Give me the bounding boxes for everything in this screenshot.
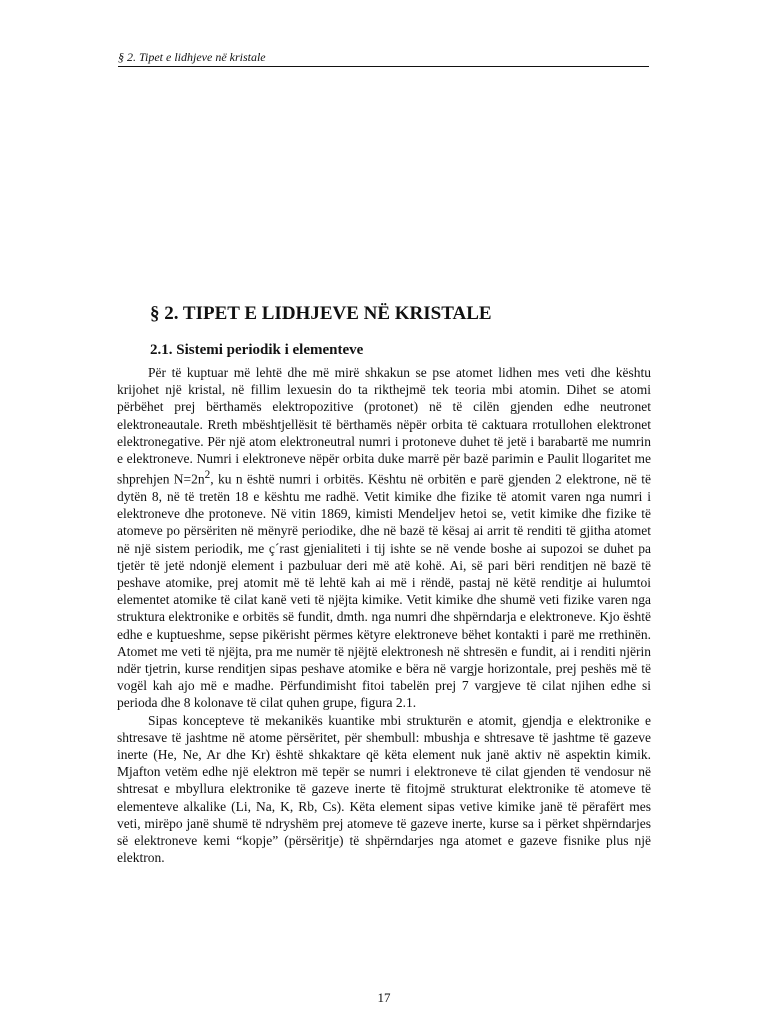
paragraph-1 <box>117 364 651 712</box>
page-number: 17 <box>377 990 391 1005</box>
running-header-title: § 2. Tipet e lidhjeve në kristale <box>118 50 266 64</box>
subsection-title: 2.1. Sistemi periodik i elementeve <box>150 342 364 358</box>
body-text <box>117 364 651 866</box>
section-title: § 2. TIPET E LIDHJEVE NË KRISTALE <box>150 303 492 324</box>
running-header <box>118 50 649 67</box>
paragraph-2: Sipas koncepteve të mekanikës kuantike mbi strukturën e atomit, gjendja e elektronike e shtresave të jashtme në atome përsëritet, për shembull: mbushja e shtresave të jashtme të gazeve inerte (He, Ne, Ar dhe Kr) është shkaktare që këta element nuk janë aktiv në aspektin kimik. Mjafton vetëm edhe një elektron më tepër se numri i elektroneve të cilat gjenden të vendosur në shtresat e mbyllura elektronike të gazeve inerte të fitojmë strukturat elektronike të atomeve të elementeve alkalike (Li, Na, K, Rb, Cs). Këta element sipas vetive kimike janë të përafërt mes veti, mirëpo janë shumë të ndryshëm prej atomeve të gazeve inerte, kurse sa i përket shpërndarjes së elektroneve kemi “kopje” (përsëritje) të shpërndarjes nga atomet e gazeve fisnike plus një elektron. <box>117 712 651 866</box>
paragraph-1-part-1: Për të kuptuar më lehtë dhe më mirë shkakun se pse atomet lidhen mes veti dhe kështu krijohet një kristal, në fillim lexuesin do ta rikthejmë tek teoria mbi atomin. Dihet se atomi përbëhet prej bërthamës elektropozitive (protonet) në të cilën gjenden edhe neutronet elektroneautale. Rreth mbështjellësit të bërthamës nëpër orbita të caktuara rrotullohen elektronet elektronegative. Për një atom elektroneutral numri i protoneve duhet të jetë i barabartë me numrin e elektroneve. Numri i elektroneve nëpër orbita duke marrë për bazë parimin e Paulit llogaritet me shprehjen N=2n <box>117 365 651 487</box>
paragraph-1-part-2: , ku n është numri i orbitës. Kështu në orbitën e parë gjenden 2 elektrone, në të dytën 8, në të tretën 18 e kështu me radhë. Vetit kimike dhe fizike të atomit varen nga numri i elektroneve dhe protoneve. Në vitin 1869, kimisti Mendeljev hetoi se, vetit kimike dhe fizike të atomeve po përsëriten në mënyrë periodike, dhe në bazë të kësaj ai arrit të renditi të gjitha atomet në një sistem periodik, me ç´rast gjenialiteti i tij ishte se në vende boshe ai supozoi se duhet pa tjetër të jetë ndonjë element i pazbuluar deri më atë kohë. Ai, së pari bëri renditjen në bazë të peshave atomike, prej atomit më të lehtë kah ai më i rëndë, pastaj në këtë renditje ai hulumtoi elementet atomike të cilat kanë veti të njëjta kimike. Vetit kimike dhe shumë veti fizike varen nga struktura elektronike e orbitës së fundit, dmth. nga numri dhe shpërndarja e elektroneve. Kjo është edhe e kuptueshme, sepse pikërisht përmes këtyre elektroneve bëhet kontakti i parë me rrethinën. Atomet me veti të njëjta, pra me numër të njëjtë elektronesh në shtresën e fundit, ai i renditi njërin ndër tjetrin, kurse renditjen sipas peshave atomike e bëra në vargje horizontale, prej peshës më të vogël kah ajo më e madhe. Përfundimisht fitoi tabelën prej 7 vargjeve të cilat njihen edhe si perioda dhe 8 kolonave të cilat quhen grupe, figura 2.1. <box>117 471 651 711</box>
superscript-exponent: 2 <box>204 469 211 482</box>
